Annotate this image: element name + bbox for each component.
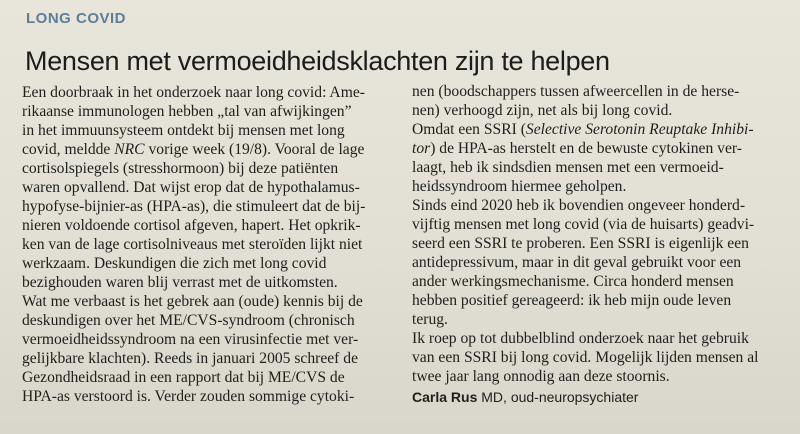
body-line: bezighouden waren blij verrast met de uitkomsten. bbox=[22, 274, 338, 291]
tor-line-segment: tor) de HPA-as herstelt en de bewuste cytokinen ver- bbox=[412, 140, 742, 157]
article-column-right bbox=[412, 82, 786, 407]
body-line: nen (boodschappers tussen afweercellen in de herse- bbox=[412, 83, 740, 100]
body-line: antidepressivum, maar in dit geval gebruikt voor een bbox=[412, 254, 742, 271]
article-headline: Mensen met vermoeidheidsklachten zijn te helpen bbox=[25, 46, 610, 77]
body-line: werkzaam. Deskundigen die zich met long covid bbox=[22, 255, 327, 272]
body-line: in het immuunsysteem ontdekt bij mensen met long bbox=[22, 122, 345, 139]
body-line: ken van de lage cortisolniveaus met steroïden lijkt niet bbox=[22, 236, 363, 253]
body-line bbox=[22, 140, 400, 159]
body-line: terug. bbox=[412, 311, 448, 328]
article-column-left bbox=[22, 83, 400, 406]
body-line: seerd een SSRI te proberen. Een SSRI is eigenlijk een bbox=[412, 235, 749, 252]
body-line: vermoeidheidssyndroom na een virusinfectie met ver- bbox=[22, 331, 359, 348]
body-line: Ik roep op tot dubbelblind onderzoek naar het gebruik bbox=[412, 330, 749, 347]
ssri-line-segment: Omdat een SSRI (Selective Serotonin Reuptake Inhibi- bbox=[412, 121, 754, 138]
body-line: laagt, heb ik sindsdien mensen met een vermoeid- bbox=[412, 159, 724, 176]
body-line bbox=[412, 139, 786, 158]
body-line: hebben positief gereageerd: ik heb mijn oude leven bbox=[412, 292, 732, 309]
body-line: gelijkbare klachten). Reeds in januari 2005 schreef de bbox=[22, 350, 358, 367]
body-line: nieren voldoende cortisol afgeven, hapert. Het opkrik- bbox=[22, 217, 361, 234]
italic-term: tor bbox=[412, 140, 431, 157]
body-line: nen) verhoogd zijn, net als bij long covid. bbox=[412, 102, 673, 119]
nrc-line-segment: covid, meldde NRC vorige week (19/8). Vooral de lage bbox=[22, 141, 365, 158]
body-line: Een doorbraak in het onderzoek naar long covid: Ame- bbox=[22, 84, 365, 101]
body-line: HPA-as verstoord is. Verder zouden sommige cytoki- bbox=[22, 388, 355, 405]
section-kicker: LONG COVID bbox=[26, 10, 127, 27]
author-role: MD, oud-neuropsychiater bbox=[481, 389, 639, 405]
body-line: twee jaar lang onnodig aan deze stoornis. bbox=[412, 368, 670, 385]
body-line: heidssyndroom hiermee geholpen. bbox=[412, 178, 627, 195]
body-line bbox=[412, 120, 786, 139]
body-line: van een SSRI bij long covid. Mogelijk lijden mensen al bbox=[412, 349, 759, 366]
body-line: Wat me verbaast is het gebrek aan (oude) kennis bij de bbox=[22, 293, 363, 310]
body-line: vijftig mensen met long covid (via de huisarts) geadvi- bbox=[412, 216, 755, 233]
italic-term: NRC bbox=[114, 141, 145, 158]
body-line: cortisolspiegels (stresshormoon) bij deze patiënten bbox=[22, 160, 339, 177]
body-line: ander werkingsmechanisme. Circa honderd mensen bbox=[412, 273, 734, 290]
author-signature bbox=[412, 388, 786, 407]
body-line: Gezondheidsraad in een rapport dat bij ME/CVS de bbox=[22, 369, 345, 386]
body-line: waren opvallend. Dat wijst erop dat de hypothalamus- bbox=[22, 179, 360, 196]
body-line: rikaanse immunologen hebben „tal van afwijkingen” bbox=[22, 103, 352, 120]
body-line: Sinds eind 2020 heb ik bovendien ongeveer honderd- bbox=[412, 197, 746, 214]
author-name: Carla Rus bbox=[412, 389, 478, 405]
body-line: hypofyse-bijnier-as (HPA-as), die stimuleert dat de bij- bbox=[22, 198, 366, 215]
italic-term: Selective Serotonin Reuptake Inhibi- bbox=[525, 121, 754, 138]
body-line: deskundigen over het ME/CVS-syndroom (chronisch bbox=[22, 312, 355, 329]
